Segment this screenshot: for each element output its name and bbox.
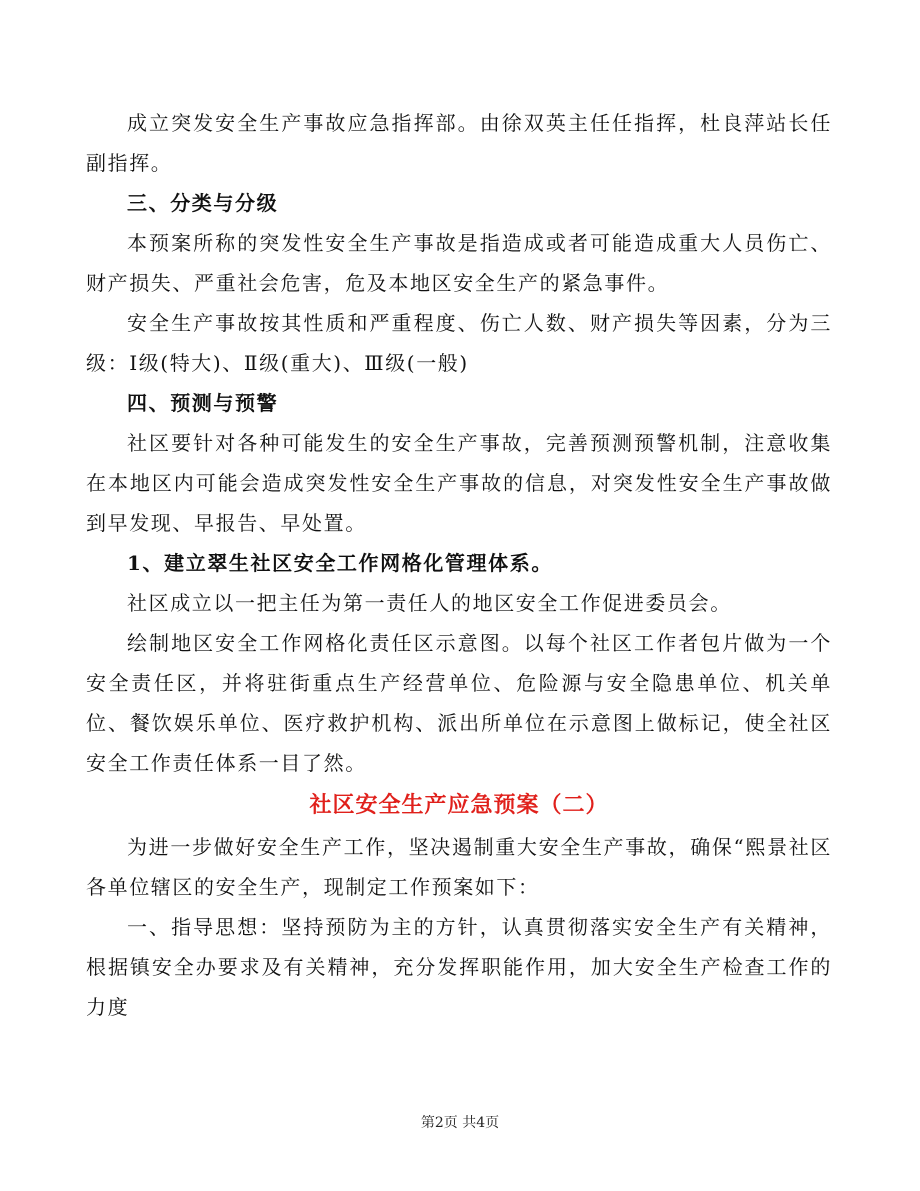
paragraph-warning-mechanism: 社区要针对各种可能发生的安全生产事故，完善预测预警机制，注意收集在本地区内可能会造成突发性安全生产事故的信息，对突发性安全生产事故做到早发现、早报告、早处置。 <box>86 431 832 535</box>
paragraph-committee: 社区成立以一把主任为第一责任人的地区安全工作促进委员会。 <box>127 591 732 615</box>
paragraph-grid-map: 绘制地区安全工作网格化责任区示意图。以每个社区工作者包片做为一个安全责任区，并将驻街重点生产经营单位、危险源与安全隐患单位、机关单位、餐饮娱乐单位、医疗救护机构、派出所单位在示意图上做标记，使全社区安全工作责任体系一目了然。 <box>86 631 832 775</box>
document-body <box>86 103 832 1027</box>
paragraph-intro: 为进一步做好安全生产工作，坚决遏制重大安全生产事故，确保“熙景社区各单位辖区的安全生产，现制定工作预案如下： <box>86 835 832 899</box>
document-title: 社区安全生产应急预案（二） <box>309 792 609 818</box>
heading-prediction-warning: 四、预测与预警 <box>127 391 279 415</box>
page-footer: 第2页 共4页 <box>420 1115 500 1131</box>
paragraph-definition: 本预案所称的突发性安全生产事故是指造成或者可能造成重大人员伤亡、财产损失、严重社会危害，危及本地区安全生产的紧急事件。 <box>86 231 832 295</box>
paragraph-command-center: 成立突发安全生产事故应急指挥部。由徐双英主任任指挥，杜良萍站长任副指挥。 <box>86 111 832 175</box>
paragraph-levels: 安全生产事故按其性质和严重程度、伤亡人数、财产损失等因素，分为三级：Ⅰ级(特大)、Ⅱ级(重大)、Ⅲ级(一般) <box>86 311 832 375</box>
heading-grid-management: 1、建立翠生社区安全工作网格化管理体系。 <box>127 551 553 575</box>
heading-classification: 三、分类与分级 <box>127 191 279 215</box>
paragraph-guiding-ideology: 一、指导思想：坚持预防为主的方针，认真贯彻落实安全生产有关精神，根据镇安全办要求及有关精神，充分发挥职能作用，加大安全生产检查工作的力度 <box>86 915 832 1019</box>
